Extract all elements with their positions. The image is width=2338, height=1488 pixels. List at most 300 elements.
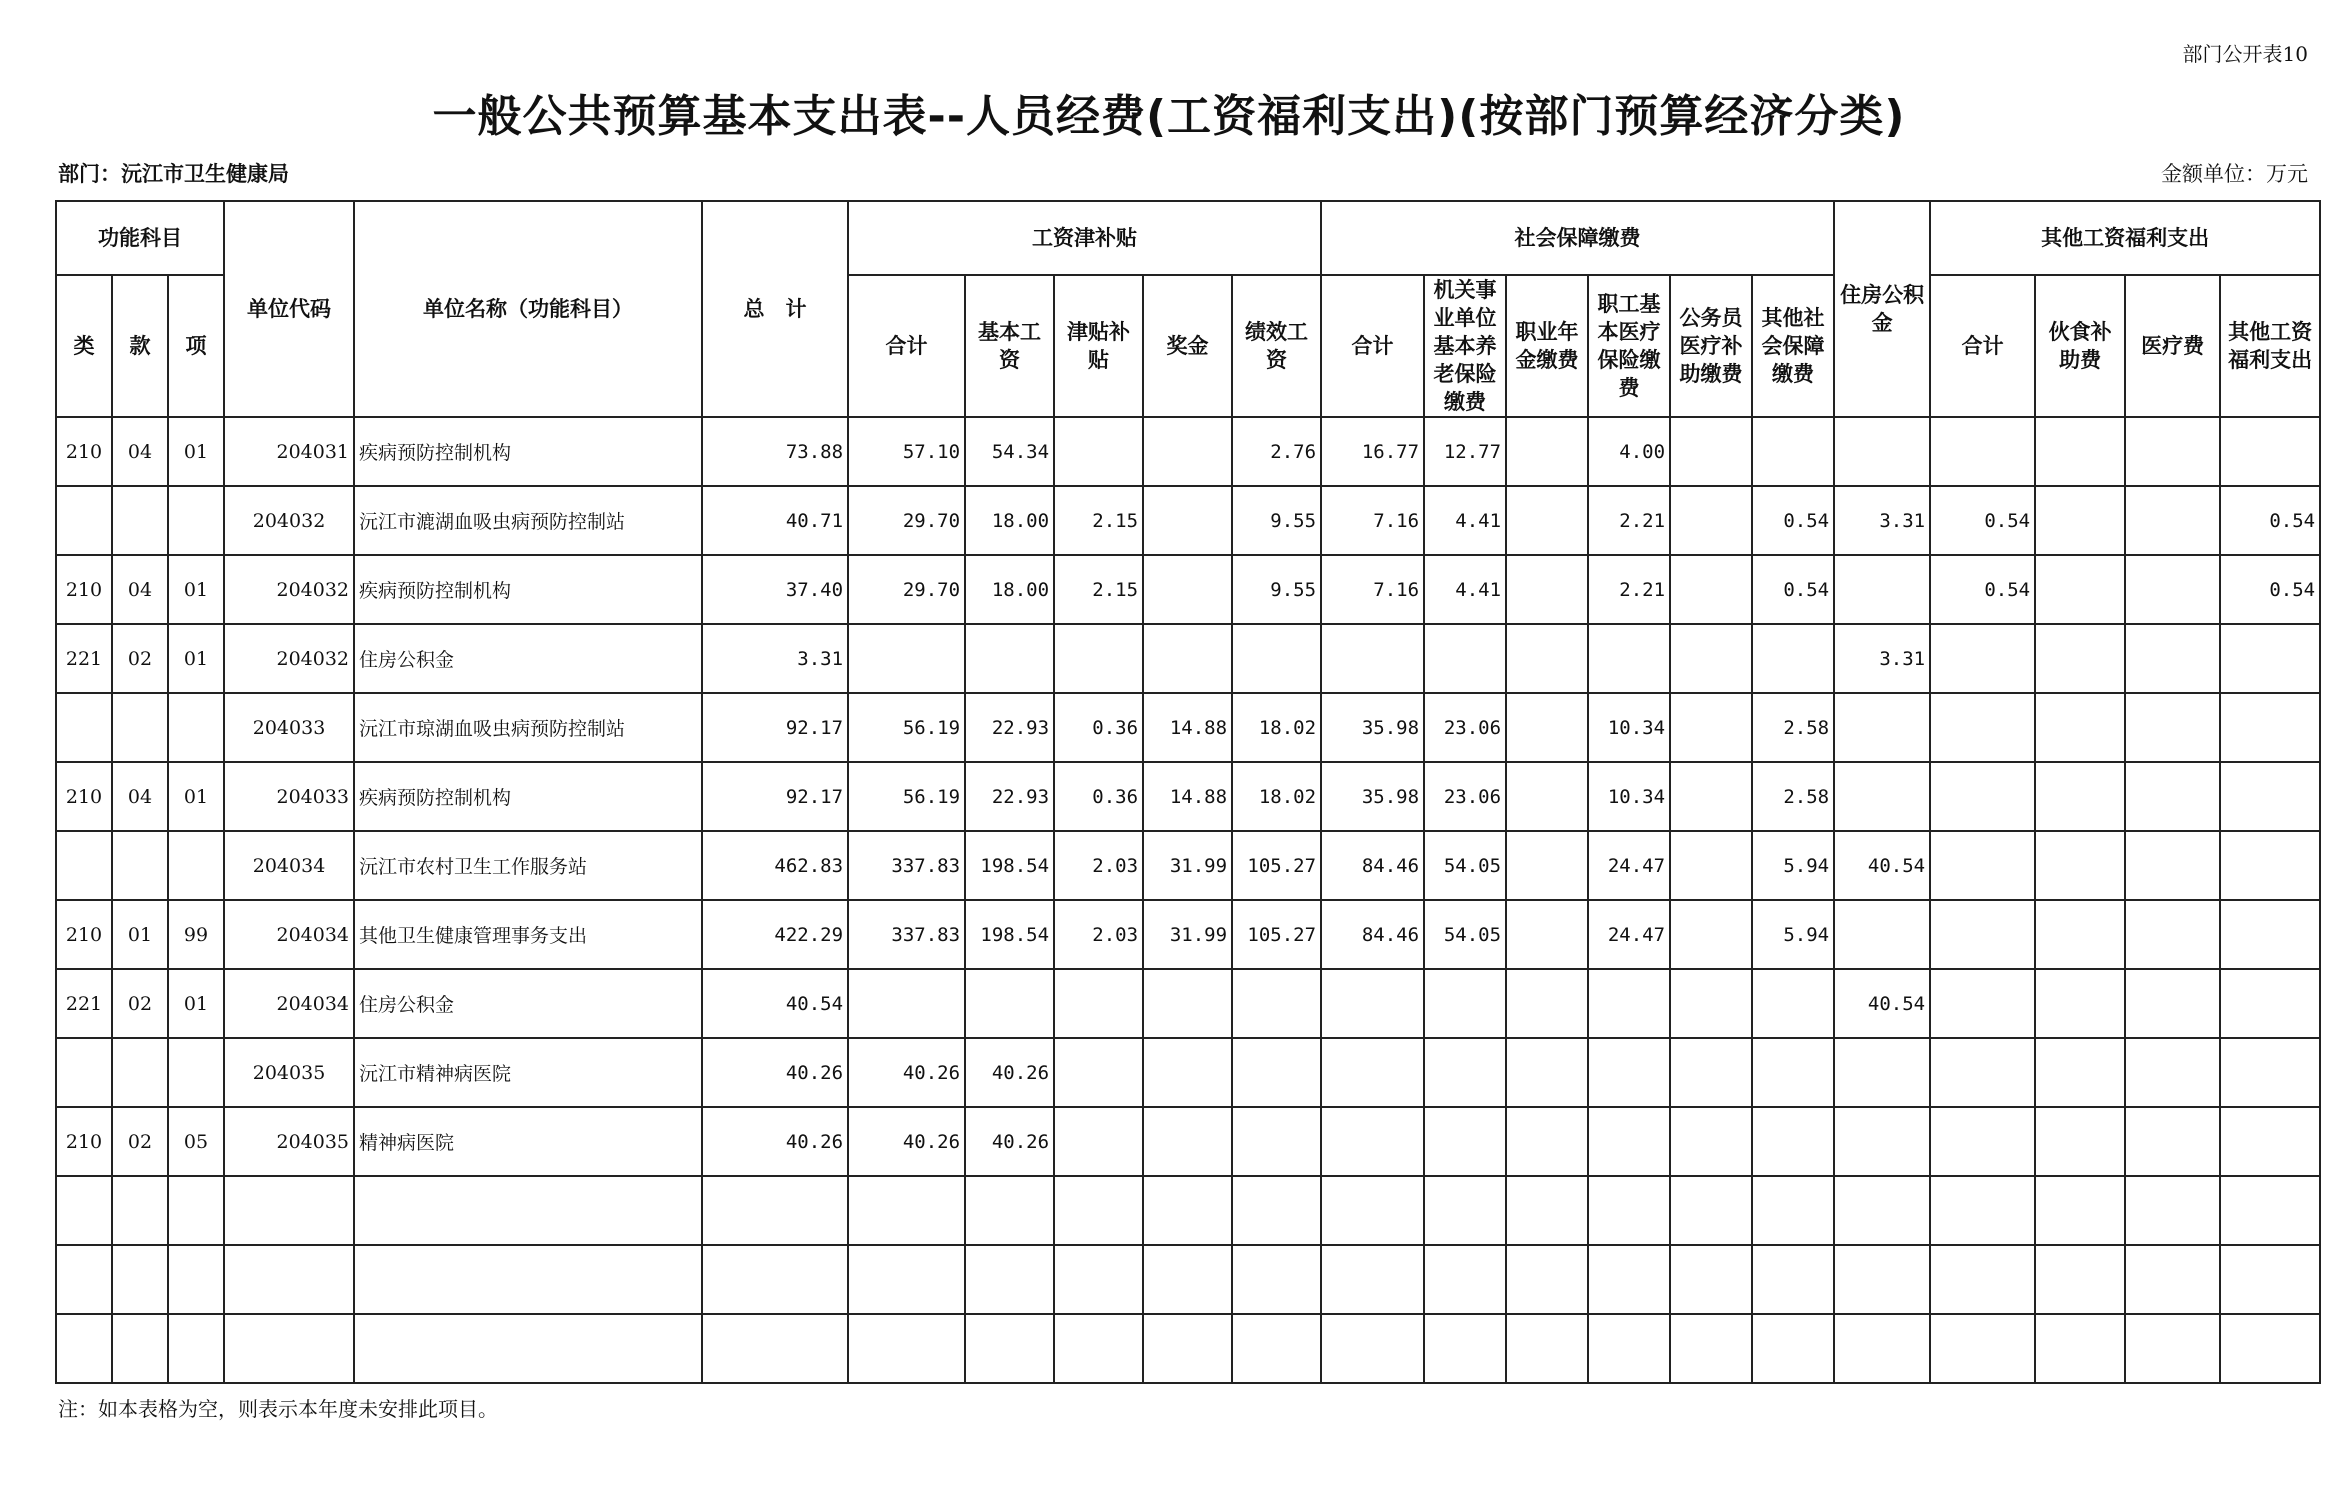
empty-cell bbox=[702, 1176, 848, 1245]
cell-other_soc: 5.94 bbox=[1752, 900, 1834, 969]
cell-oth_total bbox=[1930, 762, 2035, 831]
empty-cell bbox=[168, 1314, 224, 1383]
empty-cell bbox=[1752, 1245, 1834, 1314]
cell-allow bbox=[1054, 1038, 1143, 1107]
cell-annuity bbox=[1506, 1107, 1588, 1176]
cell-total: 37.40 bbox=[702, 555, 848, 624]
cell-bonus bbox=[1143, 624, 1232, 693]
cell-perf: 105.27 bbox=[1232, 831, 1321, 900]
empty-cell bbox=[1054, 1176, 1143, 1245]
cell-bonus bbox=[1143, 969, 1232, 1038]
cell-pension: 23.06 bbox=[1424, 693, 1506, 762]
cell-wage_total: 29.70 bbox=[848, 555, 965, 624]
cell-kuan: 04 bbox=[112, 762, 168, 831]
cell-housing bbox=[1834, 1107, 1930, 1176]
cell-basic: 22.93 bbox=[965, 762, 1054, 831]
table-row bbox=[56, 417, 2320, 486]
cell-xiang: 01 bbox=[168, 417, 224, 486]
cell-wage_total: 337.83 bbox=[848, 900, 965, 969]
cell-allow: 2.15 bbox=[1054, 486, 1143, 555]
cell-medical bbox=[1588, 624, 1670, 693]
cell-medical bbox=[1588, 1038, 1670, 1107]
cell-total: 40.71 bbox=[702, 486, 848, 555]
cell-medfee bbox=[2125, 486, 2220, 555]
cell-lei: 221 bbox=[56, 969, 112, 1038]
cell-lei bbox=[56, 693, 112, 762]
empty-cell bbox=[112, 1245, 168, 1314]
cell-lei bbox=[56, 831, 112, 900]
cell-kuan: 02 bbox=[112, 624, 168, 693]
amount-unit-label: 金额单位：万元 bbox=[2161, 162, 2308, 186]
cell-code: 204032 bbox=[224, 624, 354, 693]
cell-xiang bbox=[168, 831, 224, 900]
header-med-fee: 医疗费 bbox=[2125, 275, 2220, 417]
cell-medfee bbox=[2125, 624, 2220, 693]
cell-oth_welfare bbox=[2220, 762, 2320, 831]
empty-cell bbox=[56, 1245, 112, 1314]
cell-meal bbox=[2035, 762, 2125, 831]
header-bonus: 奖金 bbox=[1143, 275, 1232, 417]
header-func-subject: 功能科目 bbox=[56, 201, 224, 275]
empty-cell bbox=[168, 1245, 224, 1314]
cell-bonus: 14.88 bbox=[1143, 762, 1232, 831]
empty-cell bbox=[848, 1176, 965, 1245]
cell-name: 沅江市琼湖血吸虫病预防控制站 bbox=[354, 693, 702, 762]
cell-total: 40.26 bbox=[702, 1038, 848, 1107]
cell-xiang bbox=[168, 1038, 224, 1107]
cell-wage_total bbox=[848, 969, 965, 1038]
cell-oth_total bbox=[1930, 900, 2035, 969]
cell-bonus bbox=[1143, 1038, 1232, 1107]
cell-basic: 18.00 bbox=[965, 555, 1054, 624]
empty-cell bbox=[1930, 1245, 2035, 1314]
cell-housing: 40.54 bbox=[1834, 831, 1930, 900]
cell-wage_total: 29.70 bbox=[848, 486, 965, 555]
empty-cell bbox=[1506, 1245, 1588, 1314]
cell-basic bbox=[965, 624, 1054, 693]
cell-code: 204035 bbox=[224, 1107, 354, 1176]
cell-oth_total bbox=[1930, 969, 2035, 1038]
cell-oth_welfare: 0.54 bbox=[2220, 486, 2320, 555]
cell-civil bbox=[1670, 486, 1752, 555]
empty-cell bbox=[1588, 1314, 1670, 1383]
empty-cell bbox=[2220, 1176, 2320, 1245]
empty-cell bbox=[702, 1245, 848, 1314]
cell-xiang: 01 bbox=[168, 969, 224, 1038]
cell-wage_total: 56.19 bbox=[848, 693, 965, 762]
cell-lei bbox=[56, 486, 112, 555]
header-basic-wage: 基本工资 bbox=[965, 275, 1054, 417]
budget-table bbox=[55, 200, 2321, 1384]
cell-wage_total: 57.10 bbox=[848, 417, 965, 486]
empty-cell bbox=[224, 1176, 354, 1245]
cell-kuan bbox=[112, 693, 168, 762]
cell-civil bbox=[1670, 762, 1752, 831]
cell-kuan: 02 bbox=[112, 969, 168, 1038]
cell-meal bbox=[2035, 417, 2125, 486]
cell-name: 疾病预防控制机构 bbox=[354, 762, 702, 831]
cell-pension bbox=[1424, 969, 1506, 1038]
empty-cell bbox=[2220, 1314, 2320, 1383]
empty-cell bbox=[1424, 1245, 1506, 1314]
cell-kuan bbox=[112, 1038, 168, 1107]
cell-pension: 12.77 bbox=[1424, 417, 1506, 486]
footnote: 注：如本表格为空，则表示本年度未安排此项目。 bbox=[58, 1397, 498, 1421]
cell-allow bbox=[1054, 969, 1143, 1038]
cell-lei: 210 bbox=[56, 762, 112, 831]
empty-cell bbox=[1752, 1176, 1834, 1245]
cell-bonus: 31.99 bbox=[1143, 831, 1232, 900]
empty-cell bbox=[112, 1176, 168, 1245]
cell-lei: 221 bbox=[56, 624, 112, 693]
cell-lei: 210 bbox=[56, 417, 112, 486]
cell-meal bbox=[2035, 831, 2125, 900]
cell-annuity bbox=[1506, 486, 1588, 555]
cell-basic: 18.00 bbox=[965, 486, 1054, 555]
table-row bbox=[56, 486, 2320, 555]
cell-code: 204031 bbox=[224, 417, 354, 486]
cell-civil bbox=[1670, 1038, 1752, 1107]
empty-cell bbox=[2125, 1314, 2220, 1383]
cell-name: 沅江市漉湖血吸虫病预防控制站 bbox=[354, 486, 702, 555]
cell-pension: 4.41 bbox=[1424, 555, 1506, 624]
header-medical: 职工基本医疗保险缴费 bbox=[1588, 275, 1670, 417]
cell-soc_total: 7.16 bbox=[1321, 486, 1424, 555]
cell-lei bbox=[56, 1038, 112, 1107]
empty-cell bbox=[1670, 1314, 1752, 1383]
cell-code: 204034 bbox=[224, 900, 354, 969]
empty-cell bbox=[56, 1314, 112, 1383]
cell-allow bbox=[1054, 417, 1143, 486]
empty-cell bbox=[2220, 1245, 2320, 1314]
cell-civil bbox=[1670, 417, 1752, 486]
cell-kuan bbox=[112, 486, 168, 555]
header-other-social: 其他社会保障缴费 bbox=[1752, 275, 1834, 417]
header-annuity: 职业年金缴费 bbox=[1506, 275, 1588, 417]
cell-soc_total: 35.98 bbox=[1321, 693, 1424, 762]
cell-bonus bbox=[1143, 486, 1232, 555]
table-row bbox=[56, 624, 2320, 693]
header-social-group: 社会保障缴费 bbox=[1321, 201, 1834, 275]
cell-wage_total bbox=[848, 624, 965, 693]
cell-medfee bbox=[2125, 693, 2220, 762]
cell-oth_welfare bbox=[2220, 693, 2320, 762]
cell-xiang: 01 bbox=[168, 762, 224, 831]
empty-cell bbox=[965, 1176, 1054, 1245]
empty-cell bbox=[2125, 1176, 2220, 1245]
header-social-total: 合计 bbox=[1321, 275, 1424, 417]
cell-kuan bbox=[112, 831, 168, 900]
cell-civil bbox=[1670, 1107, 1752, 1176]
header-unit-code: 单位代码 bbox=[224, 201, 354, 417]
cell-basic: 54.34 bbox=[965, 417, 1054, 486]
cell-pension: 4.41 bbox=[1424, 486, 1506, 555]
cell-meal bbox=[2035, 1107, 2125, 1176]
cell-medfee bbox=[2125, 555, 2220, 624]
cell-basic: 22.93 bbox=[965, 693, 1054, 762]
cell-name: 沅江市农村卫生工作服务站 bbox=[354, 831, 702, 900]
cell-soc_total bbox=[1321, 624, 1424, 693]
page-title: 一般公共预算基本支出表--人员经费(工资福利支出)(按部门预算经济分类) bbox=[432, 91, 1906, 142]
cell-meal bbox=[2035, 486, 2125, 555]
header-total: 总 计 bbox=[702, 201, 848, 417]
header-allowance: 津贴补贴 bbox=[1054, 275, 1143, 417]
cell-medfee bbox=[2125, 1038, 2220, 1107]
header-pension: 机关事业单位基本养老保险缴费 bbox=[1424, 275, 1506, 417]
empty-cell bbox=[1232, 1314, 1321, 1383]
blank-row bbox=[56, 1314, 2320, 1383]
cell-allow bbox=[1054, 1107, 1143, 1176]
cell-other_soc: 2.58 bbox=[1752, 762, 1834, 831]
cell-medfee bbox=[2125, 969, 2220, 1038]
cell-soc_total: 7.16 bbox=[1321, 555, 1424, 624]
cell-bonus: 31.99 bbox=[1143, 900, 1232, 969]
empty-cell bbox=[1752, 1314, 1834, 1383]
cell-code: 204032 bbox=[224, 486, 354, 555]
empty-cell bbox=[224, 1314, 354, 1383]
cell-xiang: 05 bbox=[168, 1107, 224, 1176]
cell-civil bbox=[1670, 555, 1752, 624]
empty-cell bbox=[1834, 1314, 1930, 1383]
cell-pension: 23.06 bbox=[1424, 762, 1506, 831]
header-meal: 伙食补助费 bbox=[2035, 275, 2125, 417]
cell-civil bbox=[1670, 693, 1752, 762]
empty-cell bbox=[1054, 1314, 1143, 1383]
empty-cell bbox=[2035, 1245, 2125, 1314]
cell-perf: 105.27 bbox=[1232, 900, 1321, 969]
cell-oth_welfare bbox=[2220, 900, 2320, 969]
cell-total: 92.17 bbox=[702, 762, 848, 831]
cell-oth_welfare bbox=[2220, 969, 2320, 1038]
cell-housing bbox=[1834, 417, 1930, 486]
cell-oth_total bbox=[1930, 1107, 2035, 1176]
blank-row bbox=[56, 1176, 2320, 1245]
cell-housing bbox=[1834, 1038, 1930, 1107]
cell-annuity bbox=[1506, 762, 1588, 831]
cell-lei: 210 bbox=[56, 555, 112, 624]
empty-cell bbox=[965, 1314, 1054, 1383]
empty-cell bbox=[112, 1314, 168, 1383]
empty-cell bbox=[354, 1176, 702, 1245]
empty-cell bbox=[1424, 1314, 1506, 1383]
cell-perf: 18.02 bbox=[1232, 762, 1321, 831]
empty-cell bbox=[1834, 1176, 1930, 1245]
cell-bonus bbox=[1143, 1107, 1232, 1176]
header-unit-name: 单位名称（功能科目） bbox=[354, 201, 702, 417]
cell-allow: 0.36 bbox=[1054, 762, 1143, 831]
cell-medical: 24.47 bbox=[1588, 831, 1670, 900]
cell-medfee bbox=[2125, 417, 2220, 486]
cell-oth_welfare bbox=[2220, 1038, 2320, 1107]
cell-housing: 40.54 bbox=[1834, 969, 1930, 1038]
cell-xiang: 01 bbox=[168, 624, 224, 693]
cell-soc_total: 16.77 bbox=[1321, 417, 1424, 486]
cell-perf bbox=[1232, 969, 1321, 1038]
cell-allow: 0.36 bbox=[1054, 693, 1143, 762]
empty-cell bbox=[1506, 1176, 1588, 1245]
table-row bbox=[56, 693, 2320, 762]
empty-cell bbox=[965, 1245, 1054, 1314]
cell-annuity bbox=[1506, 900, 1588, 969]
cell-meal bbox=[2035, 900, 2125, 969]
cell-oth_welfare bbox=[2220, 624, 2320, 693]
cell-code: 204033 bbox=[224, 762, 354, 831]
cell-code: 204035 bbox=[224, 1038, 354, 1107]
cell-kuan: 04 bbox=[112, 417, 168, 486]
cell-annuity bbox=[1506, 555, 1588, 624]
cell-perf: 9.55 bbox=[1232, 486, 1321, 555]
cell-basic bbox=[965, 969, 1054, 1038]
cell-basic: 198.54 bbox=[965, 900, 1054, 969]
table-row bbox=[56, 831, 2320, 900]
table-row bbox=[56, 762, 2320, 831]
cell-perf: 9.55 bbox=[1232, 555, 1321, 624]
cell-name: 精神病医院 bbox=[354, 1107, 702, 1176]
cell-annuity bbox=[1506, 624, 1588, 693]
form-number: 部门公开表10 bbox=[2182, 42, 2308, 66]
cell-annuity bbox=[1506, 693, 1588, 762]
cell-name: 住房公积金 bbox=[354, 969, 702, 1038]
header-lei: 类 bbox=[56, 275, 112, 417]
cell-annuity bbox=[1506, 969, 1588, 1038]
cell-allow: 2.03 bbox=[1054, 900, 1143, 969]
empty-cell bbox=[1143, 1245, 1232, 1314]
cell-wage_total: 337.83 bbox=[848, 831, 965, 900]
cell-pension: 54.05 bbox=[1424, 900, 1506, 969]
cell-oth_total bbox=[1930, 417, 2035, 486]
empty-cell bbox=[1930, 1314, 2035, 1383]
empty-cell bbox=[1143, 1176, 1232, 1245]
cell-housing bbox=[1834, 555, 1930, 624]
header-other-group: 其他工资福利支出 bbox=[1930, 201, 2320, 275]
cell-pension bbox=[1424, 1038, 1506, 1107]
header-performance: 绩效工资 bbox=[1232, 275, 1321, 417]
cell-housing bbox=[1834, 900, 1930, 969]
cell-housing: 3.31 bbox=[1834, 486, 1930, 555]
cell-lei: 210 bbox=[56, 1107, 112, 1176]
cell-name: 疾病预防控制机构 bbox=[354, 555, 702, 624]
header-other-total: 合计 bbox=[1930, 275, 2035, 417]
cell-meal bbox=[2035, 693, 2125, 762]
cell-perf bbox=[1232, 1107, 1321, 1176]
cell-code: 204034 bbox=[224, 831, 354, 900]
cell-oth_total bbox=[1930, 1038, 2035, 1107]
cell-oth_welfare bbox=[2220, 417, 2320, 486]
cell-total: 92.17 bbox=[702, 693, 848, 762]
header-xiang: 项 bbox=[168, 275, 224, 417]
cell-oth_total bbox=[1930, 831, 2035, 900]
cell-kuan: 02 bbox=[112, 1107, 168, 1176]
cell-civil bbox=[1670, 831, 1752, 900]
cell-name: 沅江市精神病医院 bbox=[354, 1038, 702, 1107]
cell-bonus bbox=[1143, 555, 1232, 624]
cell-allow: 2.15 bbox=[1054, 555, 1143, 624]
cell-bonus bbox=[1143, 417, 1232, 486]
cell-pension bbox=[1424, 1107, 1506, 1176]
empty-cell bbox=[848, 1314, 965, 1383]
empty-cell bbox=[354, 1314, 702, 1383]
cell-xiang: 99 bbox=[168, 900, 224, 969]
cell-housing bbox=[1834, 693, 1930, 762]
cell-medfee bbox=[2125, 900, 2220, 969]
cell-meal bbox=[2035, 624, 2125, 693]
cell-xiang: 01 bbox=[168, 555, 224, 624]
table-row bbox=[56, 1107, 2320, 1176]
cell-oth_welfare bbox=[2220, 831, 2320, 900]
cell-meal bbox=[2035, 1038, 2125, 1107]
cell-medfee bbox=[2125, 762, 2220, 831]
cell-name: 疾病预防控制机构 bbox=[354, 417, 702, 486]
cell-basic: 40.26 bbox=[965, 1038, 1054, 1107]
cell-other_soc bbox=[1752, 624, 1834, 693]
empty-cell bbox=[1321, 1314, 1424, 1383]
cell-annuity bbox=[1506, 1038, 1588, 1107]
cell-total: 462.83 bbox=[702, 831, 848, 900]
table-row bbox=[56, 555, 2320, 624]
empty-cell bbox=[2125, 1245, 2220, 1314]
empty-cell bbox=[1321, 1245, 1424, 1314]
cell-annuity bbox=[1506, 417, 1588, 486]
cell-perf: 2.76 bbox=[1232, 417, 1321, 486]
header-civil-medical: 公务员医疗补助缴费 bbox=[1670, 275, 1752, 417]
cell-other_soc: 0.54 bbox=[1752, 555, 1834, 624]
cell-oth_total bbox=[1930, 693, 2035, 762]
cell-civil bbox=[1670, 900, 1752, 969]
cell-perf bbox=[1232, 1038, 1321, 1107]
empty-cell bbox=[1588, 1245, 1670, 1314]
empty-cell bbox=[1054, 1245, 1143, 1314]
empty-cell bbox=[1930, 1176, 2035, 1245]
cell-total: 40.26 bbox=[702, 1107, 848, 1176]
blank-row bbox=[56, 1245, 2320, 1314]
empty-cell bbox=[1232, 1245, 1321, 1314]
empty-cell bbox=[1143, 1314, 1232, 1383]
cell-total: 422.29 bbox=[702, 900, 848, 969]
cell-allow: 2.03 bbox=[1054, 831, 1143, 900]
cell-other_soc bbox=[1752, 417, 1834, 486]
cell-medical: 2.21 bbox=[1588, 555, 1670, 624]
cell-code: 204032 bbox=[224, 555, 354, 624]
cell-kuan: 04 bbox=[112, 555, 168, 624]
cell-name: 其他卫生健康管理事务支出 bbox=[354, 900, 702, 969]
cell-other_soc: 0.54 bbox=[1752, 486, 1834, 555]
cell-perf bbox=[1232, 624, 1321, 693]
cell-xiang bbox=[168, 693, 224, 762]
cell-medical: 10.34 bbox=[1588, 693, 1670, 762]
cell-basic: 40.26 bbox=[965, 1107, 1054, 1176]
cell-other_soc: 5.94 bbox=[1752, 831, 1834, 900]
empty-cell bbox=[224, 1245, 354, 1314]
cell-lei: 210 bbox=[56, 900, 112, 969]
cell-other_soc bbox=[1752, 1038, 1834, 1107]
cell-soc_total bbox=[1321, 1107, 1424, 1176]
department-label: 部门：沅江市卫生健康局 bbox=[58, 162, 289, 186]
cell-medical bbox=[1588, 969, 1670, 1038]
cell-soc_total: 84.46 bbox=[1321, 831, 1424, 900]
cell-meal bbox=[2035, 555, 2125, 624]
cell-name: 住房公积金 bbox=[354, 624, 702, 693]
cell-soc_total bbox=[1321, 1038, 1424, 1107]
empty-cell bbox=[56, 1176, 112, 1245]
cell-basic: 198.54 bbox=[965, 831, 1054, 900]
cell-soc_total bbox=[1321, 969, 1424, 1038]
cell-allow bbox=[1054, 624, 1143, 693]
cell-oth_welfare: 0.54 bbox=[2220, 555, 2320, 624]
header-wage-total: 合计 bbox=[848, 275, 965, 417]
empty-cell bbox=[354, 1245, 702, 1314]
empty-cell bbox=[1834, 1245, 1930, 1314]
empty-cell bbox=[1670, 1245, 1752, 1314]
